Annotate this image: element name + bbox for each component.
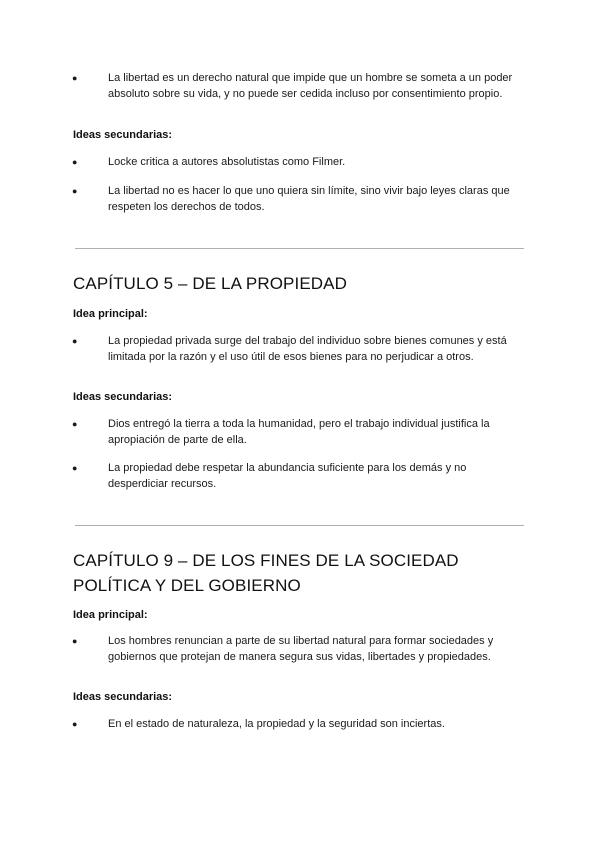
bullet-text: La libertad no es hacer lo que uno quiera sin límite, sino vivir bajo leyes claras que respeten los derechos de todos.	[108, 185, 510, 213]
secondary-ideas-label: Ideas secundarias:	[73, 391, 173, 403]
list-item	[72, 416, 522, 448]
bullet-icon: ●	[72, 463, 78, 473]
bullet-text: En el estado de naturaleza, la propiedad y la seguridad son inciertas.	[108, 718, 445, 730]
bullet-icon: ●	[72, 186, 78, 196]
bullet-text: La libertad es un derecho natural que impide que un hombre se someta a un poder absoluto sobre su vida, y no puede ser cedida incluso por consentimiento propio.	[108, 72, 513, 100]
list-item	[72, 716, 522, 732]
list-item	[72, 633, 522, 665]
main-idea-label: Idea principal:	[73, 308, 148, 320]
bullet-text: Los hombres renuncian a parte de su libertad natural para formar sociedades y gobiernos que protejan de manera segura sus vidas, libertades y propiedades.	[108, 635, 494, 663]
list-item	[72, 70, 522, 102]
section-divider	[75, 248, 524, 249]
list-item	[72, 460, 522, 492]
bullet-icon: ●	[72, 157, 78, 167]
bullet-icon: ●	[72, 719, 78, 729]
list-item	[72, 183, 522, 215]
bullet-icon: ●	[72, 73, 78, 83]
list-item	[72, 333, 522, 365]
secondary-ideas-label: Ideas secundarias:	[73, 129, 173, 141]
bullet-text: La propiedad debe respetar la abundancia suficiente para los demás y no desperdiciar recursos.	[108, 462, 467, 490]
secondary-ideas-label: Ideas secundarias:	[73, 691, 173, 703]
bullet-text: La propiedad privada surge del trabajo del individuo sobre bienes comunes y está limitada por la razón y el uso útil de esos bienes para no perjudicar a otros.	[108, 335, 507, 363]
chapter-heading-line: POLÍTICA Y DEL GOBIERNO	[73, 576, 301, 595]
bullet-icon: ●	[72, 419, 78, 429]
bullet-icon: ●	[72, 336, 78, 346]
section-divider	[75, 525, 524, 526]
bullet-icon: ●	[72, 636, 78, 646]
chapter-heading: CAPÍTULO 5 – DE LA PROPIEDAD	[73, 274, 347, 293]
main-idea-label: Idea principal:	[73, 609, 148, 621]
chapter-heading	[73, 548, 543, 598]
bullet-text: Dios entregó la tierra a toda la humanidad, pero el trabajo individual justifica la apropiación de parte de ella.	[108, 418, 490, 446]
chapter-heading-line: CAPÍTULO 9 – DE LOS FINES DE LA SOCIEDAD	[73, 551, 459, 570]
list-item	[72, 154, 522, 170]
bullet-text: Locke critica a autores absolutistas como Filmer.	[108, 156, 346, 168]
